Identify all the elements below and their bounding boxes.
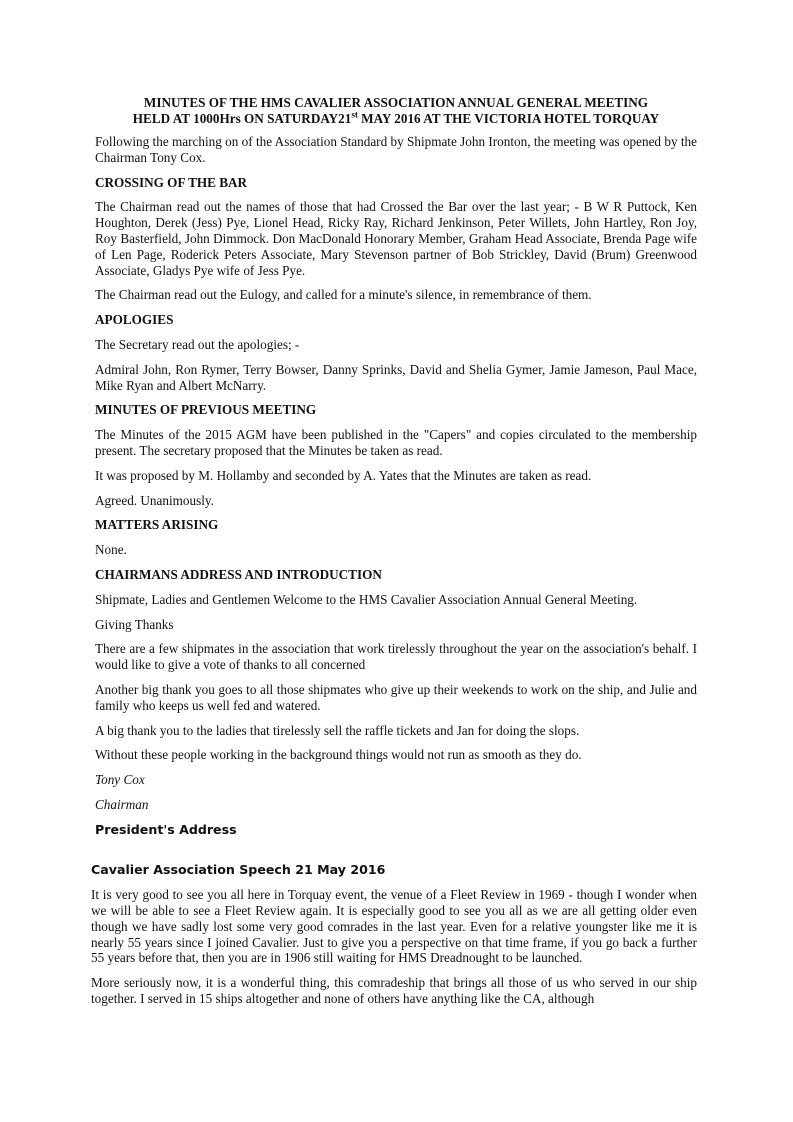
- signature-name: Tony Cox: [95, 772, 145, 788]
- speech-p1: It is very good to see you all here in Torquay event, the venue of a Fleet Review in 1969 - though I wonder when we will be able to see a Fleet Review again. It is especially good to see you all as we are all getting older even though we have sadly lost some very good comrades in the last year. Even for a relative youngster like me it is nearly 55 years since I joined Cavalier. Just to give you a perspective on that time frame, if you go back a further 55 years before that, then you are in 1906 still waiting for HMS Dreadnought to be launched.: [91, 886, 697, 966]
- chairman-p4: Another big thank you goes to all those shipmates who give up their weekends to work on the ship, and Julie and family who keeps us well fed and watered.: [95, 681, 697, 713]
- title-ordinal: st: [351, 109, 358, 120]
- minutes-p3: Agreed. Unanimously.: [95, 492, 214, 508]
- chairman-p1: Shipmate, Ladies and Gentlemen Welcome to the HMS Cavalier Association Annual General Meeting.: [95, 591, 638, 607]
- matters-p1: None.: [95, 542, 127, 558]
- president-speech: [91, 862, 697, 1016]
- chairman-p2: Giving Thanks: [95, 616, 174, 632]
- chairman-heading: CHAIRMANS ADDRESS AND INTRODUCTION: [95, 566, 382, 582]
- matters-heading: MATTERS ARISING: [95, 517, 219, 533]
- speech-title: Cavalier Association Speech 21 May 2016: [91, 862, 386, 877]
- chairman-p3: There are a few shipmates in the association that work tirelessly throughout the year on the association's behalf. I would like to give a vote of thanks to all concerned: [95, 641, 697, 673]
- crossing-bar-heading: CROSSING OF THE BAR: [95, 174, 248, 190]
- minutes-body: [95, 134, 697, 847]
- title-line-2: [95, 111, 697, 127]
- title-line-2-end: MAY 2016 AT THE VICTORIA HOTEL TORQUAY: [357, 111, 660, 126]
- minutes-p1: The Minutes of the 2015 AGM have been published in the "Capers" and copies circulated to the membership present. The secretary proposed that the Minutes be taken as read.: [95, 427, 697, 458]
- title-line-2-start: HELD AT 1000Hrs ON SATURDAY21: [132, 111, 352, 126]
- minutes-p2: It was proposed by M. Hollamby and seconded by A. Yates that the Minutes are taken as read.: [95, 467, 592, 483]
- minutes-heading: MINUTES OF PREVIOUS MEETING: [95, 402, 317, 418]
- apologies-heading: APOLOGIES: [95, 312, 174, 328]
- apologies-names: Admiral John, Ron Rymer, Terry Bowser, Danny Sprinks, David and Shelia Gymer, Jamie Jameson, Paul Mace, Mike Ryan and Albert McNarry.: [95, 361, 697, 393]
- document-title: [95, 95, 697, 127]
- crossing-bar-names: The Chairman read out the names of those that had Crossed the Bar over the last year; - B W R Puttock, Ken Houghton, Derek (Jess) Pye, Lionel Head, Ricky Ray, Richard Jenkinson, Peter Willets, John Hartley, Ron Joy, Roy Basterfield, John Dimmock. Don MacDonald Honorary Member, Graham Head Associate, Brenda Page wife of Len Page, Roderick Peters Associate, Mary Stevenson partner of Bob Strickley, David (Brum) Greenwood Associate, Gladys Pye wife of Jess Pye.: [95, 199, 697, 278]
- crossing-bar-eulogy: The Chairman read out the Eulogy, and called for a minute's silence, in remembrance of them.: [95, 287, 592, 303]
- opening-paragraph: Following the marching on of the Association Standard by Shipmate John Ironton, the meeting was opened by the Chairman Tony Cox.: [95, 134, 697, 165]
- president-heading: President's Address: [95, 821, 237, 837]
- apologies-intro: The Secretary read out the apologies; -: [95, 336, 300, 352]
- title-line-1: MINUTES OF THE HMS CAVALIER ASSOCIATION ANNUAL GENERAL MEETING: [143, 95, 649, 110]
- speech-p2: More seriously now, it is a wonderful thing, this comradeship that brings all those of us who served in our ship together. I served in 15 ships altogether and none of others have anything like the CA, although: [91, 975, 697, 1007]
- chairman-p5: A big thank you to the ladies that tirelessly sell the raffle tickets and Jan for doing the slops.: [95, 722, 580, 738]
- signature-role: Chairman: [95, 796, 149, 812]
- chairman-p6: Without these people working in the background things would not run as smooth as they do.: [95, 747, 582, 763]
